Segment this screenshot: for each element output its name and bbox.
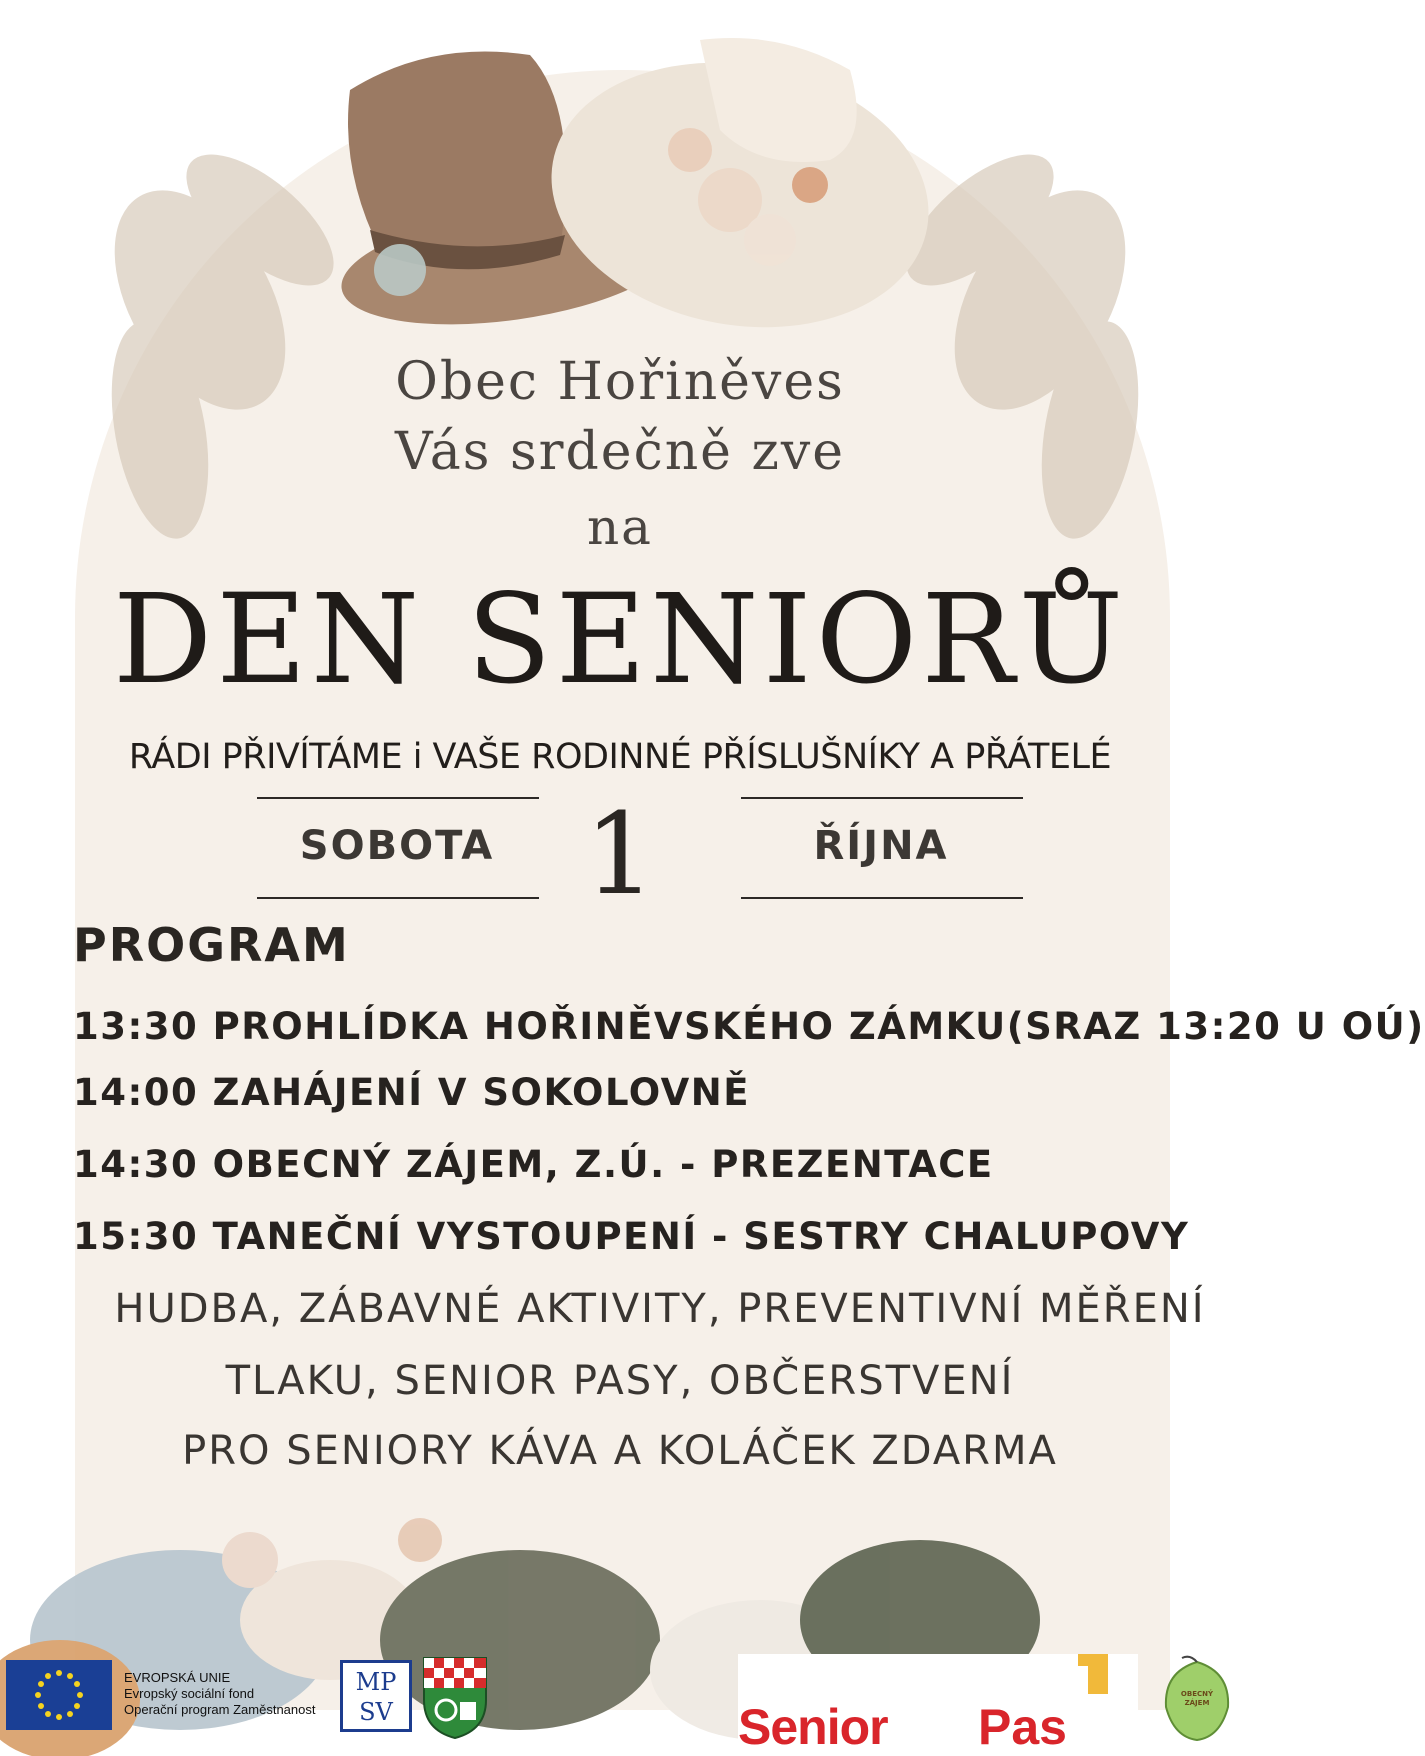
senior-pas-logo xyxy=(738,1654,1138,1755)
leaf-logo-text xyxy=(1172,1690,1222,1708)
leaf-logo-text-line: OBECNÝ xyxy=(1180,1690,1214,1698)
eu-text-line: Operační program Zaměstnanost xyxy=(124,1702,316,1717)
senior-pas-word: Pas xyxy=(978,1699,1067,1755)
info-line: TLAKU, SENIOR PASY, OBČERSTVENÍ xyxy=(225,1358,1015,1404)
date-rule-top-left xyxy=(257,797,539,799)
date-rule-bottom-right xyxy=(741,897,1023,899)
date-rule-bottom-left xyxy=(257,897,539,899)
pampas-left-icon xyxy=(79,132,354,547)
program-item: 14:30 OBECNÝ ZÁJEM, Z.Ú. - PREZENTACE xyxy=(73,1143,994,1186)
date-rule-top-right xyxy=(741,797,1023,799)
eu-text xyxy=(124,1670,315,1718)
village-crest-icon xyxy=(420,1654,490,1740)
subtitle: RÁDI PŘIVÍTÁME i VAŠE RODINNÉ PŘÍSLUŠNÍKY A PŘÁTELÉ xyxy=(128,737,1112,777)
program-item: 13:30 PROHLÍDKA HOŘINĚVSKÉHO ZÁMKU(SRAZ 13:20 U OÚ) xyxy=(73,1005,1425,1048)
mpsv-logo-icon xyxy=(340,1660,412,1732)
senior-pas-word: Senior xyxy=(738,1699,888,1755)
sponsor-logos xyxy=(0,1648,1240,1755)
eu-flag-icon xyxy=(6,1660,112,1730)
page-title: DEN SENIORŮ xyxy=(112,568,1128,712)
eu-text-line: Evropský sociální fond xyxy=(124,1686,255,1701)
date-weekday: SOBOTA xyxy=(299,823,495,869)
info-line: PRO SENIORY KÁVA A KOLÁČEK ZDARMA xyxy=(182,1428,1058,1474)
invite-line-welcome: Vás srdečně zve xyxy=(394,422,846,482)
mpsv-logo-text: MP xyxy=(355,1668,397,1696)
leaf-logo-text-line: ZÁJEM xyxy=(1184,1699,1210,1707)
program-item: 14:00 ZAHÁJENÍ V SOKOLOVNĚ xyxy=(73,1071,751,1114)
date-day: 1 xyxy=(584,790,656,920)
invite-line-to: na xyxy=(586,498,653,556)
program-item: 15:30 TANEČNÍ VYSTOUPENÍ - SESTRY CHALUPOVY xyxy=(73,1215,1190,1258)
mpsv-logo-text: SV xyxy=(359,1698,393,1726)
invite-line-village: Obec Hořiněves xyxy=(395,352,845,412)
eu-text-line: EVROPSKÁ UNIE xyxy=(124,1670,231,1685)
program-heading: PROGRAM xyxy=(73,918,350,972)
info-line: HUDBA, ZÁBAVNÉ AKTIVITY, PREVENTIVNÍ MĚŘENÍ xyxy=(114,1286,1206,1332)
date-month: ŘÍJNA xyxy=(813,823,949,869)
pampas-right-icon xyxy=(885,132,1160,547)
